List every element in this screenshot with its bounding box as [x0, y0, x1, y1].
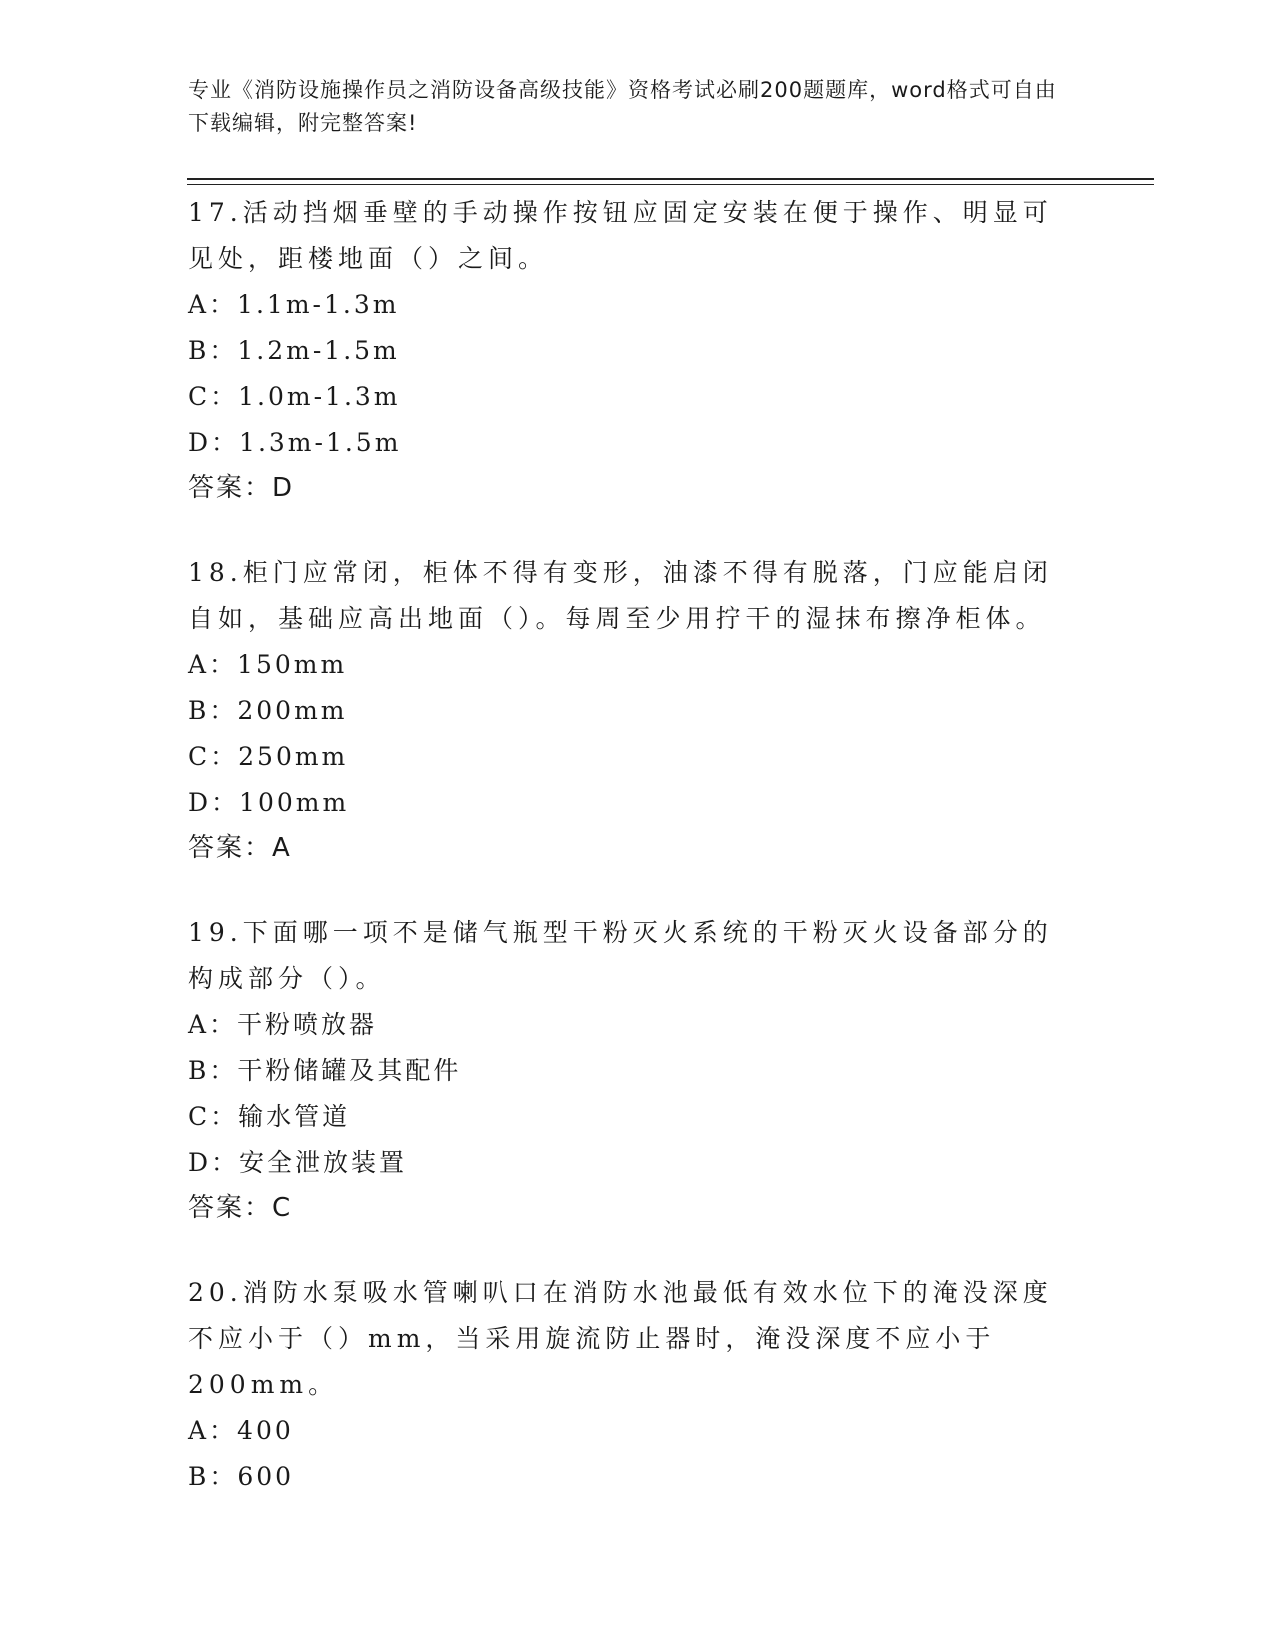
option-c: C：1.0m-1.3m [188, 382, 401, 411]
question-19 [188, 910, 1088, 1230]
option-b: B：200mm [188, 696, 348, 725]
question-stem: 19.下面哪一项不是储气瓶型干粉灭火系统的干粉灭火设备部分的构成部分（）。 [188, 918, 1053, 993]
option-a: A：干粉喷放器 [188, 1010, 378, 1039]
option-b: B：600 [188, 1462, 295, 1491]
option-b: B：干粉储罐及其配件 [188, 1056, 462, 1085]
document-header: 专业《消防设施操作员之消防设备高级技能》资格考试必刷200题题库，word格式可自由下载编辑，附完整答案! [188, 78, 1057, 135]
question-17 [188, 190, 1088, 510]
option-b: B：1.2m-1.5m [188, 336, 400, 365]
question-stem: 20.消防水泵吸水管喇叭口在消防水池最低有效水位下的淹没深度不应小于（）mm，当采用旋流防止器时，淹没深度不应小于200mm。 [188, 1278, 1053, 1399]
option-d: D：安全泄放装置 [188, 1148, 408, 1177]
option-a: A：150mm [188, 650, 348, 679]
header-divider-thick [187, 178, 1154, 180]
question-18 [188, 550, 1088, 870]
option-a: A：400 [188, 1416, 294, 1445]
answer: 答案：A [188, 833, 292, 863]
answer: 答案：D [188, 473, 295, 503]
option-c: C：输水管道 [188, 1102, 351, 1131]
option-c: C：250mm [188, 742, 349, 771]
question-20 [188, 1270, 1088, 1500]
option-a: A：1.1m-1.3m [188, 290, 400, 319]
option-d: D：100mm [188, 788, 350, 817]
answer: 答案：C [188, 1193, 293, 1223]
question-stem: 17.活动挡烟垂壁的手动操作按钮应固定安装在便于操作、明显可见处，距楼地面（）之间。 [188, 198, 1053, 273]
question-stem: 18.柜门应常闭，柜体不得有变形，油漆不得有脱落，门应能启闭自如，基础应高出地面（）。每周至少用拧干的湿抹布擦净柜体。 [188, 558, 1053, 633]
header-divider-thin [187, 184, 1154, 185]
option-d: D：1.3m-1.5m [188, 428, 402, 457]
